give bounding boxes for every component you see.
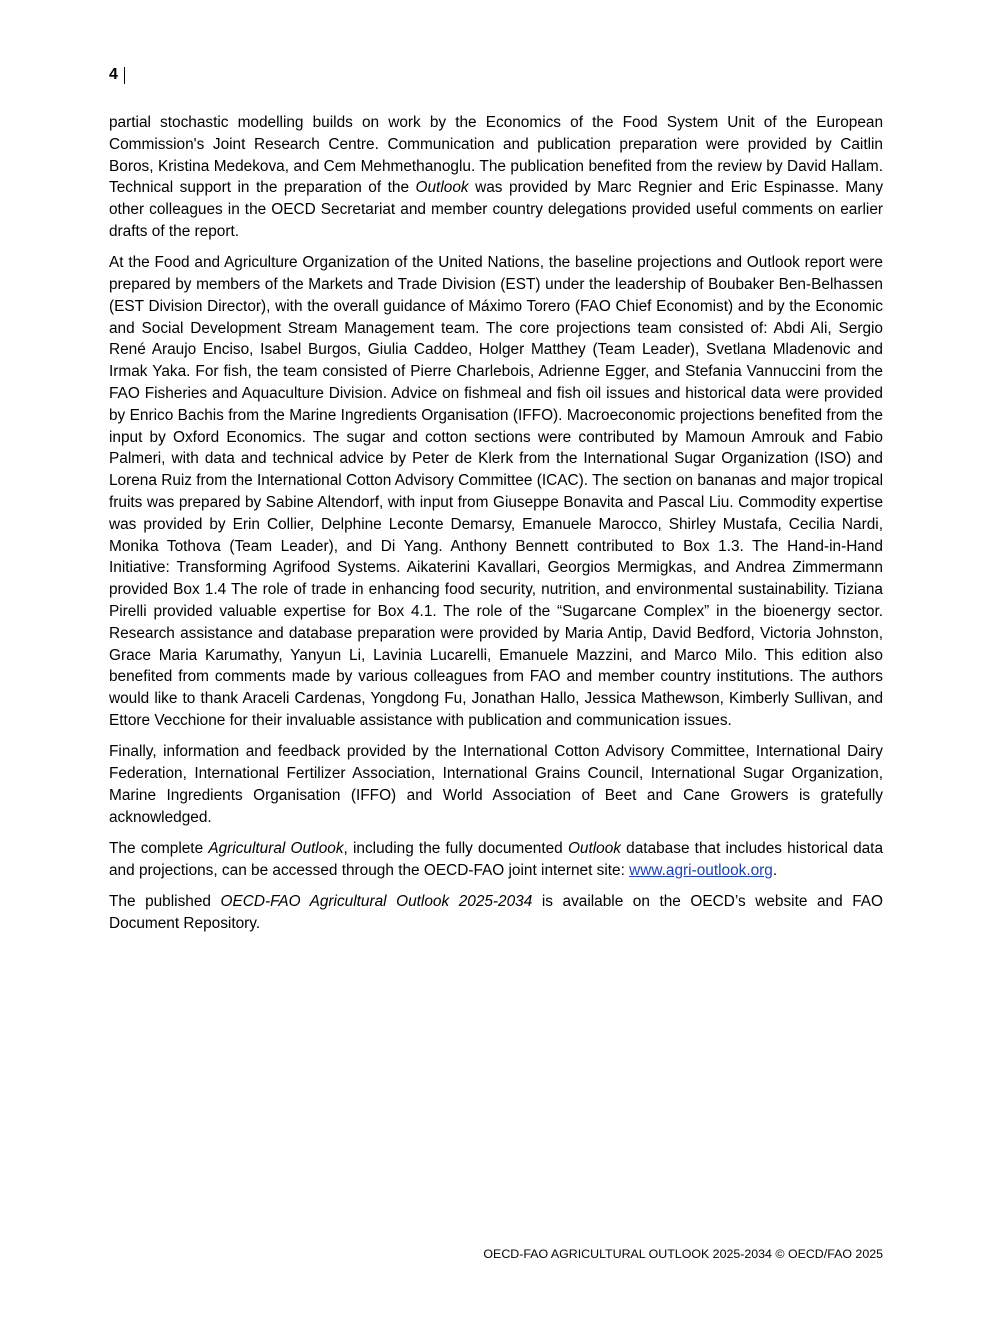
paragraph-1 <box>109 112 883 243</box>
paragraph-5-italic: OECD-FAO Agricultural Outlook 2025-2034 <box>220 893 533 911</box>
paragraph-1-end: was provided by Marc Regnier and Eric Espinasse. Many other colleagues in the OECD Secretariat and member country delegations provided useful comments on earlier drafts of the report. <box>109 179 884 240</box>
paragraph-4-italic-2: Outlook <box>567 840 621 857</box>
page-footer: OECD-FAO AGRICULTURAL OUTLOOK 2025-2034 © OECD/FAO 2025 <box>483 1247 883 1261</box>
paragraph-4-text-d: . <box>772 861 778 879</box>
paragraph-1-text: partial stochastic modelling builds on work by the Economics of the Food System Unit of the European Commission's Joint Research Centre. Communication and publication preparation were provided by Caitlin Boros, Kristina Medekova, and Cem Mehmethanoglu. The publication benefited from the review by David Hallam. Technical support in the preparation of the <box>109 114 883 197</box>
page-header <box>109 64 125 86</box>
paragraph-4 <box>109 838 883 882</box>
paragraph-2: At the Food and Agriculture Organization of the United Nations, the baseline projections and Outlook report were prepared by members of the Markets and Trade Division (EST) under the leadership of Boubaker Ben-Belhassen (EST Division Director), with the overall guidance of Máximo Torero (FAO Chief Economist) and by the Economic and Social Development Stream Management team. The core projections team consisted of: Abdi Ali, Sergio René Araujo Enciso, Isabel Burgos, Giulia Caddeo, Holger Matthey (Team Leader), Svetlana Mladenovic and Irmak Yaka. For fish, the team consisted of Pierre Charlebois, Adrienne Egger, and Stefania Vannuccini from the FAO Fisheries and Aquaculture Division. Advice on fishmeal and fish oil issues and historical data were provided by Enrico Bachis from the Marine Ingredients Organisation (IFFO). Macroeconomic projections benefited from the input by Oxford Economics. The sugar and cotton sections were contributed by Mamoun Amrouk and Fabio Palmeri, with data and technical advice by Peter de Klerk from the International Sugar Organization (ISO) and Lorena Ruiz from the International Cotton Advisory Committee (ICAC). The section on bananas and major tropical fruits was prepared by Sabine Altendorf, with input from Giuseppe Bonavita and Pascal Liu. Commodity expertise was provided by Erin Collier, Delphine Leconte Demarsy, Emanuele Marocco, Shirley Mustafa, Cecilia Nardi, Monika Tothova (Team Leader), and Di Yang. Anthony Bennett contributed to Box 1.3. The Hand-in-Hand Initiative: Transforming Agrifood Systems. Aikaterini Kavallari, Georgios Mermigkas, and Andrea Zimmermann provided Box 1.4 The role of trade in enhancing food security, nutrition, and environmental sustainability. Tiziana Pirelli provided valuable expertise for Box 4.1. The role of the “Sugarcane Complex” in the bioenergy sector. Research assistance and database preparation were provided by Maria Antip, David Bedford, Victoria Johnston, Grace Maria Karumathy, Yanyun Li, Lavinia Lucarelli, Emanuele Mazzini, and Marco Milo. This edition also benefited from comments made by various colleagues from FAO and member country institutions. The authors would like to thank Araceli Cardenas, Yongdong Fu, Jonathan Hallo, Jessica Mathewson, Kimberly Sullivan, and Ettore Vecchione for their invaluable assistance with publication and communication issues. <box>109 254 883 730</box>
paragraph-1-italic: Outlook <box>415 179 469 197</box>
paragraph-3: Finally, information and feedback provided by the International Cotton Advisory Committee, International Dairy Federation, International Fertilizer Association, International Grains Council, International Sugar Organization, Marine Ingredients Organisation (IFFO) and World Association of Beet and Cane Growers is gratefully acknowledged. <box>109 743 883 826</box>
paragraph-4-text-c: database that includes historical data and projections, can be accessed through the OECD-FAO joint internet site: <box>109 840 884 879</box>
paragraph-5-text-a: The published <box>109 893 211 911</box>
page-number: 4 <box>109 66 118 83</box>
agri-outlook-link[interactable]: www.agri-outlook.org <box>629 861 773 879</box>
paragraph-4-italic-1: Agricultural Outlook <box>208 840 344 857</box>
paragraph-4-text-b: , including the fully documented <box>343 840 563 857</box>
document-body <box>109 112 883 944</box>
header-divider <box>124 67 125 84</box>
paragraph-5 <box>109 891 883 935</box>
paragraph-4-text-a: The complete <box>109 840 204 857</box>
paragraph-5-text-b: is available on the OECD’s website and FAO Document Repository. <box>109 893 884 932</box>
